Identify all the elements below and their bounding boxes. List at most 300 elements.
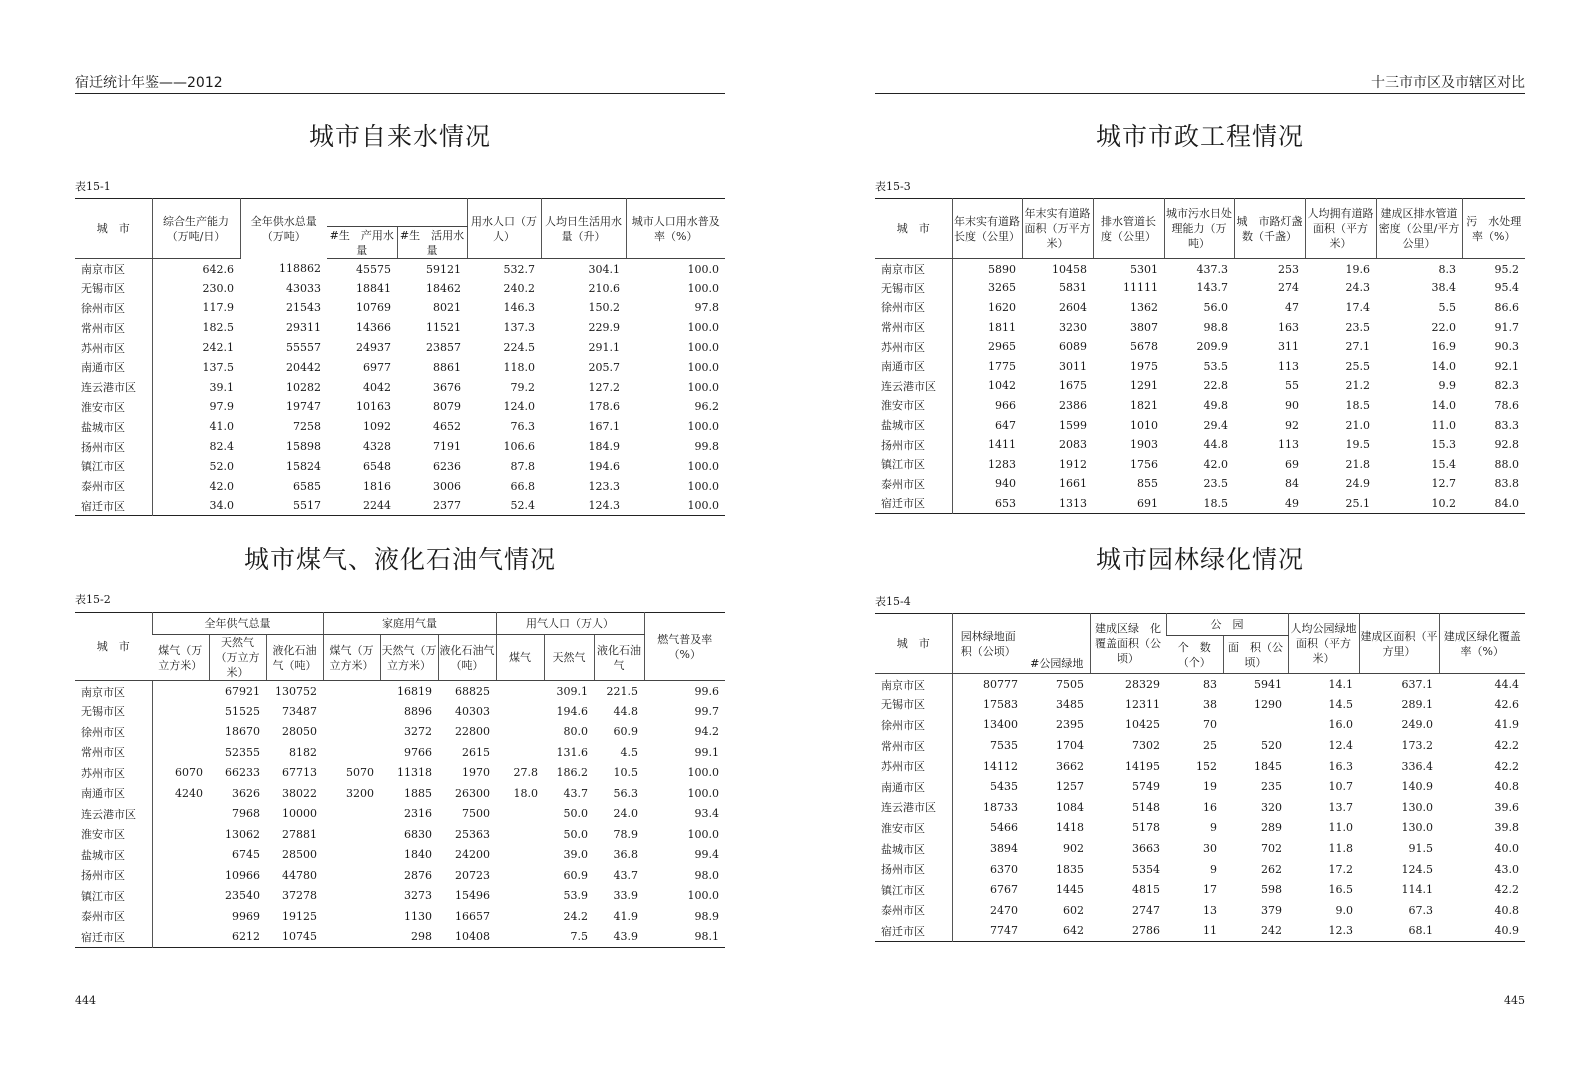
value-cell: 100.0	[687, 827, 720, 841]
value-cell: 1130	[404, 909, 432, 923]
header-park: 公 园	[1166, 614, 1288, 636]
value-cell: 3676	[433, 380, 461, 394]
value-cell	[152, 701, 209, 722]
value-cell: 44.8	[1203, 438, 1228, 452]
value-cell: 80.0	[563, 725, 589, 739]
header-city: 城 市	[75, 199, 152, 259]
value-cell	[152, 865, 209, 886]
value-cell: 113	[1278, 359, 1299, 373]
header-city: 城 市	[875, 614, 952, 674]
value-cell: 13400	[983, 718, 1018, 732]
value-cell: 15.4	[1431, 457, 1456, 471]
value-cell: 60.9	[613, 725, 639, 739]
value-cell: 69	[1285, 457, 1299, 471]
title-landscaping: 城市园林绿化情况	[1095, 545, 1304, 574]
city-cell: 南通市区	[875, 356, 952, 376]
value-cell: 27.1	[1345, 340, 1370, 354]
value-cell: 12.7	[1431, 477, 1456, 491]
header-city: 城 市	[875, 199, 952, 259]
header-lpg: 液化石油气（吨）	[266, 635, 323, 681]
title-gas-lpg: 城市煤气、液化石油气情况	[243, 545, 556, 574]
value-cell	[1223, 715, 1288, 736]
value-cell: 37278	[282, 889, 317, 903]
value-cell: 17	[1203, 883, 1217, 897]
value-cell: 42.2	[1494, 739, 1519, 753]
table-row	[875, 921, 1525, 942]
value-cell: 224.5	[503, 341, 535, 355]
value-cell	[152, 722, 209, 743]
value-cell: 13062	[225, 827, 260, 841]
city-cell: 常州市区	[875, 317, 952, 337]
value-cell: 14.5	[1328, 697, 1353, 711]
value-cell: 106.6	[503, 440, 535, 454]
value-cell: 1903	[1130, 438, 1158, 452]
value-cell: 55557	[286, 341, 321, 355]
value-cell: 44.8	[613, 704, 639, 718]
header-sewage-treatment-rate: 污 水处理率（%）	[1462, 199, 1525, 259]
header-lpg-household: 液化石油气（吨）	[438, 635, 496, 681]
value-cell: 25.5	[1345, 359, 1370, 373]
value-cell: 5749	[1132, 780, 1160, 794]
value-cell: 9.9	[1438, 379, 1456, 393]
value-cell: 2386	[1059, 398, 1087, 412]
value-cell: 2965	[988, 340, 1016, 354]
value-cell: 100.0	[687, 321, 719, 335]
city-cell: 镇江市区	[75, 456, 152, 476]
table-row	[875, 756, 1525, 777]
value-cell: 98.8	[1203, 320, 1228, 334]
value-cell: 6370	[990, 862, 1018, 876]
title-municipal-engineering: 城市市政工程情况	[1095, 122, 1304, 151]
value-cell: 242	[1261, 924, 1282, 938]
value-cell: 20723	[455, 868, 491, 882]
value-cell: 182.5	[202, 321, 234, 335]
value-cell: 702	[1261, 842, 1282, 856]
header-coverage-rate: 城市人口用水普及率（%）	[626, 199, 725, 259]
value-cell: 28500	[282, 848, 317, 862]
value-cell: 1661	[1059, 477, 1087, 491]
value-cell: 25363	[455, 827, 491, 841]
value-cell: 1283	[988, 457, 1016, 471]
value-cell: 152	[1196, 759, 1217, 773]
left-page	[75, 0, 725, 1077]
value-cell: 52.4	[510, 499, 535, 513]
value-cell: 14366	[356, 321, 391, 335]
city-cell: 连云港市区	[875, 797, 952, 818]
value-cell: 52.0	[209, 459, 234, 473]
value-cell: 249.0	[1401, 718, 1433, 732]
value-cell	[152, 824, 209, 845]
value-cell: 437.3	[1196, 262, 1228, 276]
table-row	[875, 259, 1525, 279]
city-cell: 宿迁市区	[75, 927, 152, 948]
value-cell: 598	[1261, 883, 1282, 897]
value-cell: 41.0	[209, 420, 234, 434]
value-cell: 10769	[356, 301, 391, 315]
value-cell: 40303	[455, 704, 491, 718]
value-cell	[496, 845, 544, 866]
value-cell: 1675	[1059, 379, 1087, 393]
table-row	[75, 496, 725, 516]
value-cell: 17.4	[1345, 300, 1370, 314]
value-cell: 100.0	[687, 281, 719, 295]
value-cell: 100.0	[687, 420, 719, 434]
value-cell: 1835	[1056, 862, 1084, 876]
value-cell: 11111	[1123, 281, 1158, 295]
table-row	[75, 298, 725, 318]
value-cell: 1042	[988, 379, 1016, 393]
header-total-gas-supply: 全年供气总量	[152, 613, 323, 635]
value-cell: 6212	[232, 930, 260, 943]
value-cell: 6089	[1059, 340, 1087, 354]
value-cell: 5678	[1130, 340, 1158, 354]
value-cell: 26300	[455, 786, 491, 800]
value-cell: 24.0	[613, 807, 639, 821]
value-cell: 18.5	[1345, 398, 1370, 412]
city-cell: 无锡市区	[75, 278, 152, 298]
table-row	[875, 735, 1525, 756]
value-cell: 42.0	[209, 479, 234, 493]
value-cell: 8021	[433, 301, 461, 315]
value-cell: 5148	[1132, 800, 1160, 814]
value-cell	[323, 927, 380, 948]
value-cell: 6236	[433, 459, 461, 473]
city-cell: 常州市区	[75, 318, 152, 338]
value-cell	[496, 804, 544, 825]
value-cell: 100.0	[687, 889, 720, 903]
value-cell: 17.2	[1328, 862, 1353, 876]
value-cell: 82.3	[1494, 379, 1519, 393]
value-cell: 21543	[286, 301, 321, 315]
value-cell: 95.4	[1494, 281, 1519, 295]
value-cell: 16.9	[1431, 340, 1456, 354]
city-cell: 盐城市区	[75, 417, 152, 437]
value-cell: 4.5	[620, 745, 639, 759]
header-city: 城 市	[75, 613, 152, 681]
value-cell: 5941	[1254, 678, 1282, 692]
value-cell: 9766	[404, 745, 432, 759]
header-drain-pipe-length: 排水管道长 度（公里）	[1093, 199, 1164, 259]
value-cell: 92.1	[1494, 359, 1519, 373]
city-cell: 南通市区	[75, 357, 152, 377]
value-cell: 41.9	[613, 909, 639, 923]
table-row	[875, 859, 1525, 880]
city-cell: 淮安市区	[875, 818, 952, 839]
value-cell	[152, 845, 209, 866]
value-cell: 7747	[990, 924, 1018, 938]
value-cell: 6745	[232, 848, 260, 862]
table-number-15-4: 表15-4	[875, 595, 911, 608]
value-cell: 92	[1285, 418, 1299, 432]
value-cell: 8861	[433, 360, 461, 374]
city-cell: 连云港市区	[75, 804, 152, 825]
value-cell: 2083	[1059, 438, 1087, 452]
city-cell: 宿迁市区	[875, 494, 952, 514]
value-cell: 1620	[988, 300, 1016, 314]
value-cell: 100.0	[687, 360, 719, 374]
city-cell: 淮安市区	[875, 396, 952, 416]
header-daily-use-per-capita: 人均日生活用水量（升）	[541, 199, 626, 259]
table-row	[75, 804, 725, 825]
value-cell: 49	[1285, 496, 1299, 510]
value-cell: 83.8	[1494, 477, 1519, 491]
value-cell: 19125	[282, 909, 317, 923]
value-cell: 3265	[988, 281, 1016, 295]
value-cell: 92.8	[1494, 438, 1519, 452]
header-gas-population: 用气人口（万人）	[496, 613, 644, 635]
value-cell: 99.4	[694, 848, 720, 862]
value-cell: 12.3	[1328, 924, 1353, 938]
value-cell: 50.0	[563, 827, 589, 841]
value-cell: 2377	[433, 499, 461, 513]
value-cell: 24937	[356, 341, 391, 355]
city-cell: 泰州市区	[875, 474, 952, 494]
value-cell: 291.1	[588, 341, 620, 355]
value-cell: 2747	[1132, 903, 1160, 917]
value-cell: 73487	[282, 704, 317, 718]
value-cell: 1010	[1130, 418, 1158, 432]
value-cell: 7535	[990, 739, 1018, 753]
value-cell: 14.0	[1431, 359, 1456, 373]
value-cell: 1912	[1059, 457, 1087, 471]
city-cell: 南京市区	[75, 681, 152, 702]
value-cell: 2615	[462, 745, 491, 759]
value-cell: 1445	[1056, 883, 1084, 897]
table-row	[75, 824, 725, 845]
header-park-green: #公园绿地	[1024, 614, 1090, 674]
value-cell: 66233	[225, 766, 260, 780]
header-household-gas: 家庭用气量	[323, 613, 496, 635]
city-cell: 苏州市区	[75, 763, 152, 784]
running-head-right: 十三市市区及市辖区对比	[875, 73, 1525, 94]
table-row	[875, 715, 1525, 736]
value-cell	[323, 886, 380, 907]
value-cell: 42.2	[1494, 759, 1519, 773]
table-row	[875, 454, 1525, 474]
value-cell: 1975	[1130, 359, 1158, 373]
value-cell: 209.9	[1196, 340, 1228, 354]
city-cell: 无锡市区	[875, 694, 952, 715]
value-cell: 40.9	[1494, 924, 1519, 938]
value-cell: 22.8	[1203, 379, 1228, 393]
value-cell: 29311	[286, 321, 321, 335]
city-cell: 南京市区	[75, 259, 152, 279]
value-cell: 6977	[363, 360, 391, 374]
table-row	[875, 356, 1525, 376]
city-cell: 徐州市区	[75, 298, 152, 318]
city-cell: 徐州市区	[875, 298, 952, 318]
value-cell: 336.4	[1401, 759, 1433, 773]
value-cell: 33.9	[613, 889, 639, 903]
value-cell: 84	[1285, 477, 1299, 491]
value-cell: 1257	[1056, 780, 1084, 794]
value-cell	[496, 824, 544, 845]
value-cell: 194.6	[556, 704, 589, 718]
value-cell: 10.2	[1431, 496, 1456, 510]
value-cell: 5301	[1130, 262, 1158, 276]
value-cell: 9969	[232, 909, 260, 923]
value-cell: 28050	[282, 725, 317, 739]
value-cell: 1811	[988, 320, 1016, 334]
value-cell: 137.3	[503, 321, 535, 335]
value-cell	[496, 886, 544, 907]
table-row	[875, 494, 1525, 514]
value-cell: 50.0	[563, 807, 589, 821]
value-cell: 274	[1278, 281, 1299, 295]
value-cell	[496, 865, 544, 886]
value-cell: 97.8	[694, 301, 719, 315]
value-cell: 5070	[346, 766, 374, 780]
value-cell: 91.5	[1408, 842, 1433, 856]
value-cell: 100.0	[687, 459, 719, 473]
value-cell: 7258	[293, 420, 321, 434]
value-cell: 6767	[990, 883, 1018, 897]
table-row	[75, 259, 725, 279]
value-cell: 14112	[983, 759, 1018, 773]
value-cell: 3663	[1132, 842, 1160, 856]
value-cell: 9.0	[1335, 903, 1353, 917]
value-cell: 19.5	[1345, 438, 1370, 452]
city-cell: 扬州市区	[75, 437, 152, 457]
value-cell: 43033	[286, 281, 321, 295]
header-road-length: 年末实有道路长度（公里）	[952, 199, 1022, 259]
value-cell: 4042	[363, 380, 391, 394]
header-built-area: 建成区面积（平方里）	[1359, 614, 1439, 674]
value-cell: 100.0	[687, 262, 719, 276]
value-cell: 210.6	[588, 281, 620, 295]
value-cell	[323, 742, 380, 763]
value-cell: 8182	[289, 745, 317, 759]
value-cell: 143.7	[1196, 281, 1228, 295]
value-cell: 855	[1137, 477, 1158, 491]
value-cell: 2786	[1132, 924, 1160, 938]
value-cell: 205.7	[588, 360, 620, 374]
value-cell: 39.6	[1494, 800, 1519, 814]
value-cell: 298	[411, 930, 432, 943]
value-cell: 15.3	[1431, 438, 1456, 452]
table-row	[75, 318, 725, 338]
table-row	[75, 701, 725, 722]
value-cell: 11318	[397, 766, 432, 780]
value-cell: 68.1	[1408, 924, 1433, 938]
value-cell: 3662	[1056, 759, 1084, 773]
value-cell: 25.1	[1345, 496, 1370, 510]
table-row	[875, 838, 1525, 859]
value-cell: 12.4	[1328, 739, 1353, 753]
value-cell: 23.5	[1203, 477, 1228, 491]
value-cell: 150.2	[588, 301, 620, 315]
value-cell: 98.9	[694, 909, 720, 923]
city-cell: 苏州市区	[875, 337, 952, 357]
value-cell: 27.8	[513, 766, 539, 780]
value-cell: 18733	[983, 800, 1018, 814]
header-natural-gas: 天然气（万立方米）	[209, 635, 266, 681]
city-cell: 镇江市区	[875, 879, 952, 900]
value-cell: 1970	[462, 766, 491, 780]
value-cell: 38.4	[1431, 281, 1456, 295]
header-total-supply: 全年供水总量（万吨）	[240, 199, 327, 259]
table-row	[75, 377, 725, 397]
value-cell: 173.2	[1401, 739, 1433, 753]
value-cell	[152, 804, 209, 825]
city-cell: 南京市区	[875, 674, 952, 695]
value-cell: 6548	[363, 459, 391, 473]
value-cell: 229.9	[588, 321, 620, 335]
value-cell: 76.3	[510, 420, 535, 434]
value-cell: 41.9	[1494, 718, 1519, 732]
table-row	[75, 865, 725, 886]
value-cell: 11.0	[1431, 418, 1456, 432]
value-cell: 15496	[455, 889, 491, 903]
value-cell: 235	[1261, 780, 1282, 794]
value-cell: 2604	[1059, 300, 1087, 314]
landscaping-table	[875, 613, 1525, 942]
header-gas-coverage-rate: 燃气普及率（%）	[644, 613, 725, 681]
table-row	[875, 879, 1525, 900]
city-cell: 常州市区	[875, 735, 952, 756]
value-cell	[323, 804, 380, 825]
table-number-15-3: 表15-3	[875, 180, 911, 193]
value-cell: 12311	[1125, 697, 1160, 711]
value-cell: 79.2	[510, 380, 535, 394]
header-green-cover-rate: 建成区绿化覆盖率（%）	[1439, 614, 1525, 674]
value-cell: 117.9	[202, 301, 234, 315]
value-cell: 55	[1285, 379, 1299, 393]
value-cell: 18462	[426, 281, 461, 295]
value-cell: 67713	[282, 766, 317, 780]
value-cell: 43.0	[1494, 862, 1519, 876]
value-cell: 1291	[1130, 379, 1158, 393]
value-cell	[152, 742, 209, 763]
value-cell: 186.2	[556, 766, 589, 780]
value-cell: 30	[1203, 842, 1217, 856]
municipal-table	[875, 198, 1525, 514]
value-cell: 221.5	[606, 685, 639, 698]
table-number-15-1: 表15-1	[75, 180, 111, 193]
value-cell: 100.0	[687, 380, 719, 394]
value-cell: 43.7	[563, 786, 589, 800]
table-row	[75, 278, 725, 298]
value-cell: 1845	[1254, 759, 1282, 773]
value-cell	[152, 906, 209, 927]
value-cell: 1816	[363, 479, 391, 493]
value-cell: 16	[1203, 800, 1217, 814]
value-cell: 98.1	[694, 930, 720, 943]
value-cell: 309.1	[556, 685, 589, 698]
value-cell: 3200	[346, 786, 374, 800]
value-cell: 3272	[404, 725, 432, 739]
value-cell: 1775	[988, 359, 1016, 373]
value-cell: 83.3	[1494, 418, 1519, 432]
value-cell: 167.1	[588, 420, 620, 434]
value-cell: 96.2	[694, 400, 719, 414]
value-cell: 39.0	[563, 848, 589, 862]
city-cell: 扬州市区	[875, 859, 952, 880]
header-road-area-per-capita: 人均拥有道路面积（平方米）	[1305, 199, 1376, 259]
value-cell: 2395	[1056, 718, 1084, 732]
value-cell: 2876	[404, 868, 432, 882]
value-cell: 45575	[356, 262, 391, 276]
value-cell: 130.0	[1401, 800, 1433, 814]
value-cell: 10.5	[613, 766, 639, 780]
value-cell: 10966	[225, 868, 260, 882]
value-cell: 27881	[282, 827, 317, 841]
table-row	[875, 376, 1525, 396]
value-cell: 100.0	[687, 786, 720, 800]
value-cell: 1290	[1254, 697, 1282, 711]
city-cell: 无锡市区	[875, 278, 952, 298]
value-cell: 8079	[433, 400, 461, 414]
